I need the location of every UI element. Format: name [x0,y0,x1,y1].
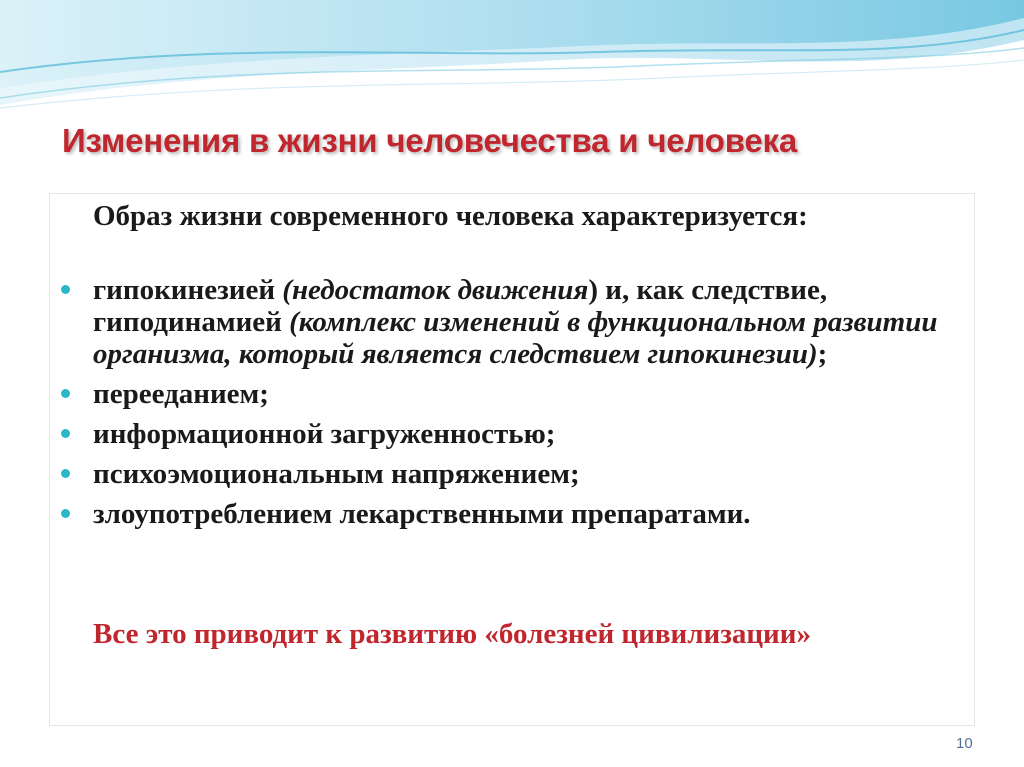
bullet-text-segment: ) и, как следствие, гиподинамией [93,274,828,338]
bullet-dot-icon [61,389,70,398]
bullet-text-segment: ; [817,338,828,370]
bullet-text-segment: (комплекс изменений в функциональном развитии организма, который является следствием гипокинезии) [93,306,938,370]
header-wave-decoration [0,0,1024,120]
slide-title: Изменения в жизни человечества и человека [62,122,797,159]
bullet-text-segment: (недостаток движения [282,274,589,306]
bullet-text-segment: перееданием; [93,378,269,410]
bullet-text-segment: информационной загруженностью; [93,418,556,450]
intro-text: Образ жизни современного человека характеризуется: [93,200,808,232]
conclusion-text: Все это приводит к развитию «болезней цивилизации» [93,618,811,650]
bullet-item [60,378,960,410]
bullet-text-segment: психоэмоциональным напряжением; [93,458,580,490]
bullet-text-segment: гипокинезией [93,274,283,306]
bullet-list [60,274,960,538]
bullet-item [60,274,960,370]
bullet-item [60,458,960,490]
page-number: 10 [956,735,973,752]
bullet-text-segment: злоупотреблением лекарственными препаратами. [93,498,751,530]
bullet-dot-icon [61,429,70,438]
bullet-dot-icon [61,285,70,294]
bullet-item [60,498,960,530]
bullet-dot-icon [61,509,70,518]
bullet-dot-icon [61,469,70,478]
bullet-item [60,418,960,450]
